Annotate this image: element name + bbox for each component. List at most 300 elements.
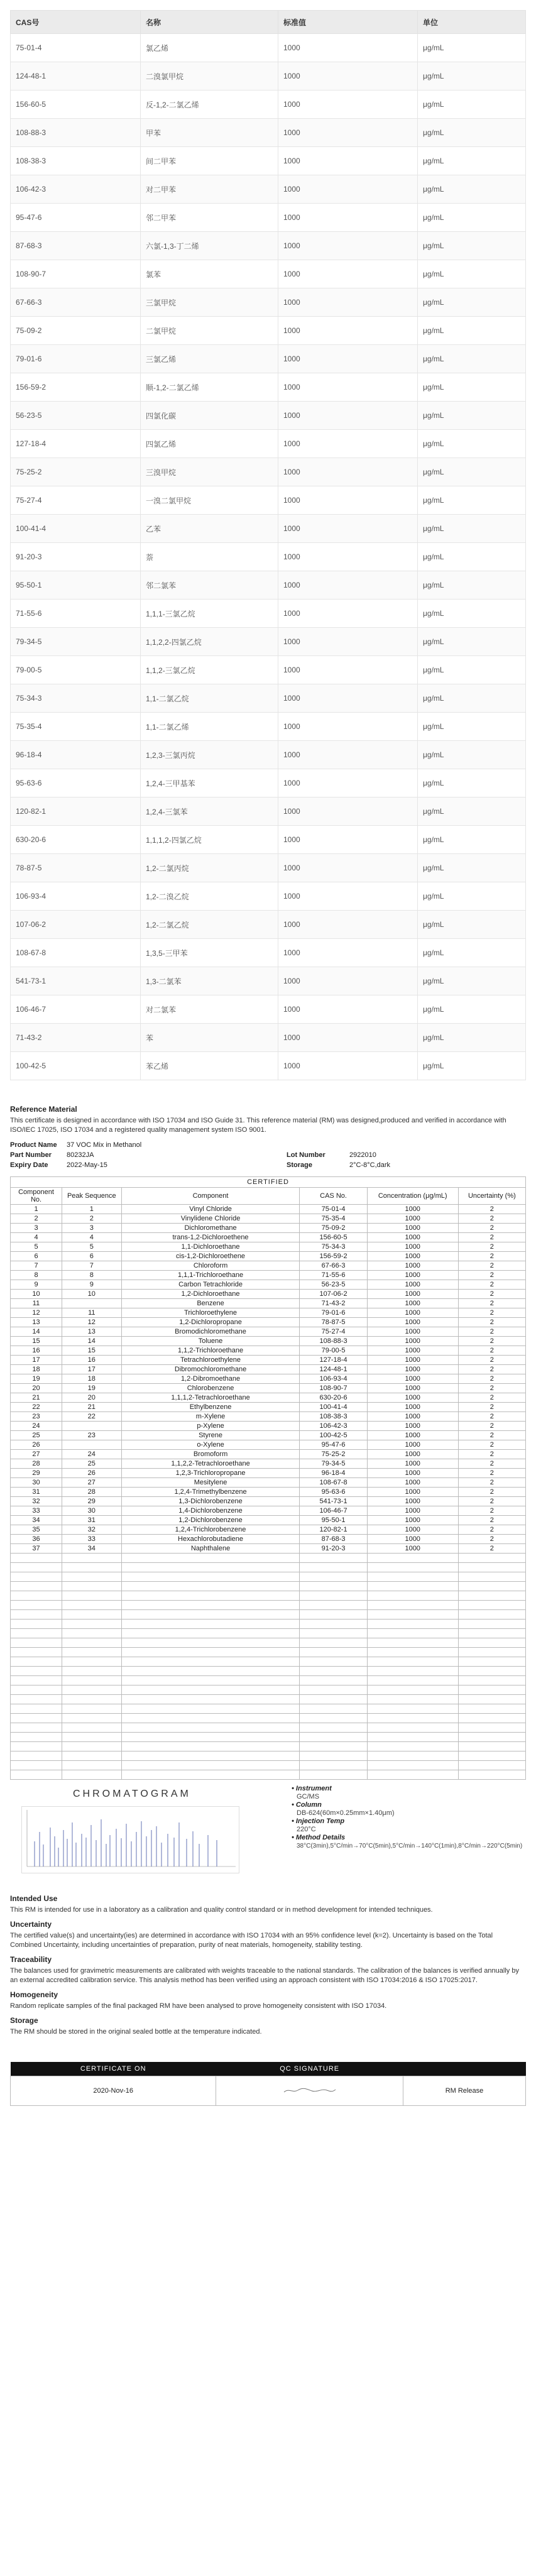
certified-cell: 2 bbox=[458, 1478, 525, 1488]
table-row bbox=[11, 967, 526, 995]
certified-cell: 2 bbox=[458, 1403, 525, 1412]
certified-cell: 35 bbox=[11, 1525, 62, 1535]
certified-cell: 2 bbox=[458, 1365, 525, 1374]
certified-cell: 1000 bbox=[367, 1214, 458, 1224]
table-cell: μg/mL bbox=[418, 175, 526, 204]
table-cell: 乙苯 bbox=[141, 515, 278, 543]
section-text: The RM should be stored in the original sealed bottle at the temperature indicated. bbox=[10, 2028, 262, 2036]
table-cell: 1,1,1,2-四氯乙烷 bbox=[141, 826, 278, 854]
table-row bbox=[11, 119, 526, 147]
section-title: Storage bbox=[10, 2016, 38, 2025]
certified-row bbox=[11, 1488, 526, 1497]
certified-cell: 1,2,4-Trichlorobenzene bbox=[121, 1525, 300, 1535]
certified-cell: 26 bbox=[11, 1440, 62, 1450]
table-row bbox=[11, 147, 526, 175]
certified-cell: Vinylidene Chloride bbox=[121, 1214, 300, 1224]
table-cell: μg/mL bbox=[418, 260, 526, 288]
certified-row bbox=[11, 1497, 526, 1506]
certified-cell: 17 bbox=[11, 1356, 62, 1365]
certified-row bbox=[11, 1280, 526, 1290]
certified-row bbox=[11, 1544, 526, 1554]
certified-cell: Carbon Tetrachloride bbox=[121, 1280, 300, 1290]
certified-row bbox=[11, 1431, 526, 1440]
certified-cell: 79-34-5 bbox=[300, 1459, 367, 1469]
certified-cell: 1000 bbox=[367, 1488, 458, 1497]
certified-empty-row bbox=[11, 1742, 526, 1751]
table-cell: 1,1-二氯乙烷 bbox=[141, 684, 278, 713]
table-cell: 四氯乙烯 bbox=[141, 430, 278, 458]
table-cell: μg/mL bbox=[418, 232, 526, 260]
table-cell: μg/mL bbox=[418, 600, 526, 628]
table-cell: 对二氯苯 bbox=[141, 995, 278, 1024]
certified-cell: 1,2,4-Trimethylbenzene bbox=[121, 1488, 300, 1497]
part-number: 80232JA bbox=[67, 1151, 94, 1159]
table-row bbox=[11, 543, 526, 571]
chromatogram-title: CHROMATOGRAM bbox=[73, 1789, 191, 1799]
table-cell: 间二甲苯 bbox=[141, 147, 278, 175]
certified-cell: 11 bbox=[11, 1299, 62, 1308]
table-cell: 108-67-8 bbox=[11, 939, 141, 967]
certified-cell: 37 bbox=[11, 1544, 62, 1554]
certified-row bbox=[11, 1412, 526, 1422]
certified-cell: 10 bbox=[11, 1290, 62, 1299]
certified-empty-row bbox=[11, 1761, 526, 1770]
certified-cell bbox=[62, 1422, 122, 1431]
certified-cell: 108-38-3 bbox=[300, 1412, 367, 1422]
table-cell: 1000 bbox=[278, 628, 418, 656]
table-cell: μg/mL bbox=[418, 911, 526, 939]
table-cell: 1000 bbox=[278, 317, 418, 345]
section-text: The balances used for gravimetric measurements are calibrated with weights traceable to the national standards. The calibration of the balances is verified annually by an external accredited calibration service. This analysis method has been verified using an approach consistent with ISO 17034:2016 & ISO 17025:2017. bbox=[10, 1967, 519, 1984]
certified-cell: 2 bbox=[458, 1290, 525, 1299]
table-row bbox=[11, 458, 526, 486]
table-cell: μg/mL bbox=[418, 204, 526, 232]
table-cell: 1000 bbox=[278, 1052, 418, 1080]
instrument-value: GC/MS bbox=[297, 1793, 320, 1800]
certified-cell: 2 bbox=[11, 1214, 62, 1224]
certified-row bbox=[11, 1318, 526, 1327]
column-header: 名称 bbox=[141, 11, 278, 34]
certified-cell: 2 bbox=[458, 1506, 525, 1516]
table-cell: μg/mL bbox=[418, 119, 526, 147]
instrument-label: • Instrument bbox=[292, 1785, 332, 1792]
table-cell: 1000 bbox=[278, 684, 418, 713]
certified-cell: 1000 bbox=[367, 1440, 458, 1450]
table-row bbox=[11, 769, 526, 797]
section-text: Random replicate samples of the final packaged RM have been analysed to prove homogeneity consistent with ISO 17034. bbox=[10, 2002, 387, 2010]
table-cell: 79-01-6 bbox=[11, 345, 141, 373]
table-cell: 106-46-7 bbox=[11, 995, 141, 1024]
certified-cell: 1,2-Dichloropropane bbox=[121, 1318, 300, 1327]
certified-cell: Styrene bbox=[121, 1431, 300, 1440]
certified-cell: 1,1-Dichloroethane bbox=[121, 1242, 300, 1252]
table-row bbox=[11, 288, 526, 317]
certified-caption: CERTIFIED bbox=[11, 1177, 526, 1188]
certified-cell: 1000 bbox=[367, 1544, 458, 1554]
certified-cell: 1000 bbox=[367, 1224, 458, 1233]
certified-cell: 1000 bbox=[367, 1271, 458, 1280]
table-row bbox=[11, 345, 526, 373]
table-cell: μg/mL bbox=[418, 373, 526, 402]
certified-cell: 124-48-1 bbox=[300, 1365, 367, 1374]
certified-cell: 2 bbox=[458, 1318, 525, 1327]
certified-cell: 11 bbox=[62, 1308, 122, 1318]
table-row bbox=[11, 882, 526, 911]
table-cell: 1000 bbox=[278, 769, 418, 797]
table-cell: 1000 bbox=[278, 232, 418, 260]
reference-title: Reference Material bbox=[10, 1105, 77, 1114]
certified-cell bbox=[62, 1440, 122, 1450]
certified-empty-row bbox=[11, 1563, 526, 1572]
table-cell: 三溴甲烷 bbox=[141, 458, 278, 486]
table-cell: 1000 bbox=[278, 147, 418, 175]
table-cell: 1,2-二氯乙烷 bbox=[141, 911, 278, 939]
table-cell: 1000 bbox=[278, 882, 418, 911]
table-cell: 91-20-3 bbox=[11, 543, 141, 571]
certified-empty-row bbox=[11, 1629, 526, 1638]
certified-table bbox=[10, 1176, 526, 1780]
certified-cell: 1000 bbox=[367, 1525, 458, 1535]
certified-column-header: Component bbox=[121, 1188, 300, 1205]
certified-cell: 2 bbox=[458, 1327, 525, 1337]
table-cell: 1000 bbox=[278, 939, 418, 967]
certified-cell: 31 bbox=[62, 1516, 122, 1525]
table-cell: 1000 bbox=[278, 345, 418, 373]
table-cell: μg/mL bbox=[418, 769, 526, 797]
table-cell: 71-43-2 bbox=[11, 1024, 141, 1052]
table-cell: 三氯乙烯 bbox=[141, 345, 278, 373]
certified-empty-row bbox=[11, 1676, 526, 1685]
table-row bbox=[11, 741, 526, 769]
signature-scribble bbox=[282, 2085, 338, 2095]
table-cell: 541-73-1 bbox=[11, 967, 141, 995]
certified-cell: 75-35-4 bbox=[300, 1214, 367, 1224]
table-cell: 1,1,2,2-四氯乙烷 bbox=[141, 628, 278, 656]
certified-cell: 1000 bbox=[367, 1346, 458, 1356]
certified-row bbox=[11, 1450, 526, 1459]
certified-row bbox=[11, 1242, 526, 1252]
certified-row bbox=[11, 1478, 526, 1488]
expiry-label: Expiry Date bbox=[10, 1161, 48, 1169]
section-text: This RM is intended for use in a laboratory as a calibration and quality control standard or in method development for intended techniques. bbox=[10, 1906, 433, 1914]
table-cell: 1,3-二氯苯 bbox=[141, 967, 278, 995]
table-cell: 氯乙烯 bbox=[141, 34, 278, 62]
certified-cell: 9 bbox=[62, 1280, 122, 1290]
certified-empty-row bbox=[11, 1582, 526, 1591]
certified-cell: m-Xylene bbox=[121, 1412, 300, 1422]
certified-cell: 2 bbox=[458, 1459, 525, 1469]
certified-cell: 1000 bbox=[367, 1478, 458, 1488]
certificate-date: 2020-Nov-16 bbox=[11, 2076, 216, 2106]
certified-cell: 630-20-6 bbox=[300, 1393, 367, 1403]
certified-empty-row bbox=[11, 1657, 526, 1667]
certified-cell: 1000 bbox=[367, 1450, 458, 1459]
certified-cell: 71-55-6 bbox=[300, 1271, 367, 1280]
certified-empty-row bbox=[11, 1714, 526, 1723]
table-cell: 95-63-6 bbox=[11, 769, 141, 797]
table-row bbox=[11, 373, 526, 402]
certified-cell bbox=[62, 1299, 122, 1308]
table-cell: 1000 bbox=[278, 90, 418, 119]
certified-empty-row bbox=[11, 1695, 526, 1704]
certified-cell: 1000 bbox=[367, 1252, 458, 1261]
certified-cell: 2 bbox=[458, 1299, 525, 1308]
certified-cell: 13 bbox=[62, 1327, 122, 1337]
certified-cell: 541-73-1 bbox=[300, 1497, 367, 1506]
table-cell: 甲苯 bbox=[141, 119, 278, 147]
certified-cell: Benzene bbox=[121, 1299, 300, 1308]
table-cell: 1000 bbox=[278, 260, 418, 288]
certified-row bbox=[11, 1365, 526, 1374]
certified-cell: Dibromochloromethane bbox=[121, 1365, 300, 1374]
certified-cell: 1,2-Dibromoethane bbox=[121, 1374, 300, 1384]
certified-cell: 24 bbox=[11, 1422, 62, 1431]
table-cell: μg/mL bbox=[418, 34, 526, 62]
certified-row bbox=[11, 1252, 526, 1261]
certified-cell: 1 bbox=[62, 1205, 122, 1214]
table-cell: μg/mL bbox=[418, 826, 526, 854]
table-cell: μg/mL bbox=[418, 1024, 526, 1052]
certified-row bbox=[11, 1308, 526, 1318]
certified-cell: 75-27-4 bbox=[300, 1327, 367, 1337]
certified-row bbox=[11, 1224, 526, 1233]
table-cell: μg/mL bbox=[418, 656, 526, 684]
part-number-label: Part Number bbox=[10, 1151, 52, 1159]
certified-cell: 1000 bbox=[367, 1431, 458, 1440]
expiry-date: 2022-May-15 bbox=[67, 1161, 107, 1169]
certificate bbox=[10, 1105, 526, 2106]
table-cell: 邻二甲苯 bbox=[141, 204, 278, 232]
certified-cell: 1000 bbox=[367, 1290, 458, 1299]
table-cell: 95-47-6 bbox=[11, 204, 141, 232]
certified-cell: 32 bbox=[11, 1497, 62, 1506]
certified-row bbox=[11, 1356, 526, 1365]
certified-column-header: Component No. bbox=[11, 1188, 62, 1205]
qc-signature-header: QC SIGNATURE bbox=[216, 2062, 403, 2076]
table-cell: 1,1-二氯乙烯 bbox=[141, 713, 278, 741]
table-cell: 1000 bbox=[278, 175, 418, 204]
certified-cell: 75-34-3 bbox=[300, 1242, 367, 1252]
certified-cell: 1000 bbox=[367, 1308, 458, 1318]
certified-cell: 108-88-3 bbox=[300, 1337, 367, 1346]
certified-cell: 19 bbox=[11, 1374, 62, 1384]
certified-cell: 5 bbox=[62, 1242, 122, 1252]
component-table-wrap bbox=[10, 10, 526, 1080]
certified-cell: 31 bbox=[11, 1488, 62, 1497]
certified-cell: 21 bbox=[11, 1393, 62, 1403]
table-row bbox=[11, 911, 526, 939]
certificate-on-header: CERTIFICATE ON bbox=[11, 2062, 216, 2076]
table-cell: 1000 bbox=[278, 430, 418, 458]
table-cell: 124-48-1 bbox=[11, 62, 141, 90]
certified-cell: 106-46-7 bbox=[300, 1506, 367, 1516]
certified-cell: 2 bbox=[458, 1544, 525, 1554]
table-row bbox=[11, 939, 526, 967]
certified-cell: cis-1,2-Dichloroethene bbox=[121, 1252, 300, 1261]
certified-column-header: Uncertainty (%) bbox=[458, 1188, 525, 1205]
certified-cell: 15 bbox=[62, 1346, 122, 1356]
certified-cell: 2 bbox=[458, 1214, 525, 1224]
table-row bbox=[11, 826, 526, 854]
certified-cell: 22 bbox=[62, 1412, 122, 1422]
table-cell: 75-34-3 bbox=[11, 684, 141, 713]
certified-cell: 1000 bbox=[367, 1299, 458, 1308]
certified-cell: 106-42-3 bbox=[300, 1422, 367, 1431]
table-cell: 78-87-5 bbox=[11, 854, 141, 882]
table-cell: μg/mL bbox=[418, 1052, 526, 1080]
table-cell: 67-66-3 bbox=[11, 288, 141, 317]
certified-cell: 27 bbox=[62, 1478, 122, 1488]
certified-cell: 16 bbox=[62, 1356, 122, 1365]
table-row bbox=[11, 62, 526, 90]
certified-cell: Tetrachloroethylene bbox=[121, 1356, 300, 1365]
table-cell: 120-82-1 bbox=[11, 797, 141, 826]
certified-row bbox=[11, 1403, 526, 1412]
certified-cell: o-Xylene bbox=[121, 1440, 300, 1450]
certified-cell: 7 bbox=[62, 1261, 122, 1271]
certified-cell: 127-18-4 bbox=[300, 1356, 367, 1365]
certified-cell: 2 bbox=[458, 1346, 525, 1356]
certified-cell: 1000 bbox=[367, 1393, 458, 1403]
certified-cell: 2 bbox=[458, 1431, 525, 1440]
product-meta bbox=[10, 1141, 526, 1174]
table-cell: μg/mL bbox=[418, 628, 526, 656]
certified-cell: Toluene bbox=[121, 1337, 300, 1346]
certified-cell: 1,1,2-Trichloroethane bbox=[121, 1346, 300, 1356]
table-cell: μg/mL bbox=[418, 288, 526, 317]
table-cell: 1000 bbox=[278, 288, 418, 317]
table-row bbox=[11, 317, 526, 345]
certified-cell: 1000 bbox=[367, 1233, 458, 1242]
certified-cell: 1000 bbox=[367, 1403, 458, 1412]
certified-cell: 34 bbox=[62, 1544, 122, 1554]
table-row bbox=[11, 600, 526, 628]
table-cell: 1000 bbox=[278, 373, 418, 402]
section-title: Homogeneity bbox=[10, 1990, 58, 1999]
certified-cell: 24 bbox=[62, 1450, 122, 1459]
certified-cell: 5 bbox=[11, 1242, 62, 1252]
certified-row bbox=[11, 1384, 526, 1393]
table-cell: 1000 bbox=[278, 600, 418, 628]
certified-cell: 18 bbox=[62, 1374, 122, 1384]
certified-empty-row bbox=[11, 1648, 526, 1657]
certified-row bbox=[11, 1374, 526, 1384]
certified-cell: 1000 bbox=[367, 1280, 458, 1290]
table-cell: 1,1,1-三氯乙烷 bbox=[141, 600, 278, 628]
certified-cell: 8 bbox=[11, 1271, 62, 1280]
table-cell: 156-59-2 bbox=[11, 373, 141, 402]
certified-cell: 1000 bbox=[367, 1516, 458, 1525]
certified-cell: 2 bbox=[458, 1488, 525, 1497]
table-cell: 75-25-2 bbox=[11, 458, 141, 486]
certified-cell: 14 bbox=[11, 1327, 62, 1337]
certified-cell: trans-1,2-Dichloroethene bbox=[121, 1233, 300, 1242]
column-label: • Column bbox=[292, 1801, 322, 1809]
table-row bbox=[11, 486, 526, 515]
table-cell: 反-1,2-二氯乙烯 bbox=[141, 90, 278, 119]
section-text: The certified value(s) and uncertainty(ies) are determined in accordance with ISO 17034 with an 95% confidence level (k=2). Uncertainty is based on the Total Combined Uncertainty, including uncertainties of preparation, purity of neat materials, homogeneity, stability testing. bbox=[10, 1932, 493, 1949]
table-cell: 75-01-4 bbox=[11, 34, 141, 62]
certified-cell: 2 bbox=[458, 1384, 525, 1393]
table-cell: 108-38-3 bbox=[11, 147, 141, 175]
table-cell: 1,2,3-三氯丙烷 bbox=[141, 741, 278, 769]
certified-cell: 2 bbox=[458, 1422, 525, 1431]
table-cell: μg/mL bbox=[418, 882, 526, 911]
certified-cell: 1000 bbox=[367, 1318, 458, 1327]
certified-cell: 79-01-6 bbox=[300, 1308, 367, 1318]
table-cell: 1000 bbox=[278, 486, 418, 515]
certified-cell: 2 bbox=[458, 1224, 525, 1233]
certified-cell: 91-20-3 bbox=[300, 1544, 367, 1554]
table-cell: 1000 bbox=[278, 656, 418, 684]
certified-cell: 106-93-4 bbox=[300, 1374, 367, 1384]
lot-number: 2922010 bbox=[349, 1151, 376, 1159]
certified-cell: 1000 bbox=[367, 1384, 458, 1393]
certified-empty-row bbox=[11, 1733, 526, 1742]
certified-cell: Bromoform bbox=[121, 1450, 300, 1459]
table-cell: 100-42-5 bbox=[11, 1052, 141, 1080]
certified-row bbox=[11, 1271, 526, 1280]
table-row bbox=[11, 260, 526, 288]
certified-empty-row bbox=[11, 1610, 526, 1620]
certified-empty-row bbox=[11, 1572, 526, 1582]
table-cell: μg/mL bbox=[418, 543, 526, 571]
table-cell: μg/mL bbox=[418, 571, 526, 600]
table-cell: 75-27-4 bbox=[11, 486, 141, 515]
certified-cell: 1,2,3-Trichloropropane bbox=[121, 1469, 300, 1478]
certified-row bbox=[11, 1535, 526, 1544]
certified-row bbox=[11, 1290, 526, 1299]
table-cell: 1000 bbox=[278, 458, 418, 486]
certified-cell: 12 bbox=[62, 1318, 122, 1327]
table-cell: 苯乙烯 bbox=[141, 1052, 278, 1080]
certified-cell: 4 bbox=[11, 1233, 62, 1242]
injection-label: • Injection Temp bbox=[292, 1817, 345, 1825]
certified-cell: 1,2-Dichloroethane bbox=[121, 1290, 300, 1299]
table-cell: 1000 bbox=[278, 854, 418, 882]
table-row bbox=[11, 854, 526, 882]
certified-cell: 23 bbox=[11, 1412, 62, 1422]
table-cell: μg/mL bbox=[418, 62, 526, 90]
certified-cell: 2 bbox=[458, 1242, 525, 1252]
certified-cell: 32 bbox=[62, 1525, 122, 1535]
table-header-row bbox=[11, 11, 526, 34]
table-cell: 56-23-5 bbox=[11, 402, 141, 430]
column-value: DB-624(60m×0.25mm×1.40μm) bbox=[297, 1809, 395, 1817]
table-cell: 对二甲苯 bbox=[141, 175, 278, 204]
certified-row bbox=[11, 1516, 526, 1525]
chromatogram-image bbox=[21, 1806, 239, 1873]
certified-cell: p-Xylene bbox=[121, 1422, 300, 1431]
certified-cell: 67-66-3 bbox=[300, 1261, 367, 1271]
table-cell: 106-42-3 bbox=[11, 175, 141, 204]
certified-cell: Chlorobenzene bbox=[121, 1384, 300, 1393]
certified-cell: 30 bbox=[11, 1478, 62, 1488]
certified-cell: 56-23-5 bbox=[300, 1280, 367, 1290]
certified-cell: 107-06-2 bbox=[300, 1290, 367, 1299]
signature-table bbox=[10, 2062, 526, 2106]
certified-cell: 2 bbox=[458, 1205, 525, 1214]
certified-cell: 2 bbox=[62, 1214, 122, 1224]
section-title: Intended Use bbox=[10, 1894, 58, 1903]
certified-cell: Ethylbenzene bbox=[121, 1403, 300, 1412]
certified-cell: 1000 bbox=[367, 1261, 458, 1271]
chromatogram-spec bbox=[292, 1785, 524, 1850]
table-cell: 氯苯 bbox=[141, 260, 278, 288]
certified-cell: Hexachlorobutadiene bbox=[121, 1535, 300, 1544]
table-cell: 邻二氯苯 bbox=[141, 571, 278, 600]
certified-cell: 75-25-2 bbox=[300, 1450, 367, 1459]
